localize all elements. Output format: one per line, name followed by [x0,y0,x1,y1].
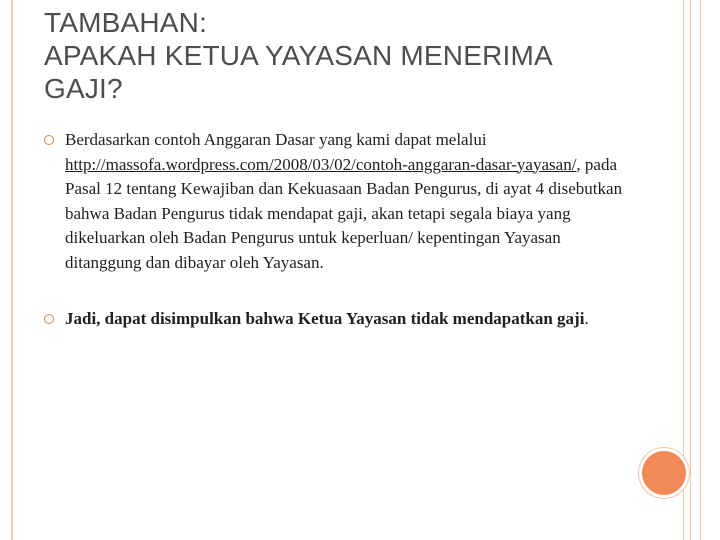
right-decorative-line-2 [690,0,691,540]
bullet-1-text-before: Berdasarkan contoh Anggaran Dasar yang kami dapat melalui [65,130,487,149]
decorative-orange-circle [642,451,686,495]
title-line-3: GAJI? [44,73,123,104]
bullet-text-2 [65,307,624,332]
right-decorative-line-1 [683,0,684,540]
bullet-text-1 [65,128,624,275]
bullet-circle-icon [44,135,54,145]
bullet-1-text-after: , pada Pasal 12 tentang Kewajiban dan Kekuasaan Badan Pengurus, di ayat 4 disebutkan bahwa Badan Pengurus tidak mendapat gaji, akan tetapi segala biaya yang dikeluarkan oleh Badan Pengurus untuk keperluan/ kepentingan Yayasan ditanggung dan dibayar oleh Yayasan. [65,154,623,272]
title-line-1: TAMBAHAN: [44,7,208,38]
bullet-2-text-after: . [584,309,589,328]
title-line-2: APAKAH KETUA YAYASAN MENERIMA [44,40,553,71]
right-decorative-line-3 [700,0,701,540]
conclusion-text: Jadi, dapat disimpulkan bahwa Ketua Yayasan tidak mendapatkan gaji [65,309,585,328]
bullet-item-1 [44,128,624,275]
source-link[interactable]: http://massofa.wordpress.com/2008/03/02/contoh-anggaran-dasar-yayasan/ [65,154,577,174]
slide-title [44,6,664,105]
bullet-list [44,128,624,332]
bullet-circle-icon [44,314,54,324]
bullet-item-2 [44,307,624,332]
left-decorative-line [11,0,13,540]
